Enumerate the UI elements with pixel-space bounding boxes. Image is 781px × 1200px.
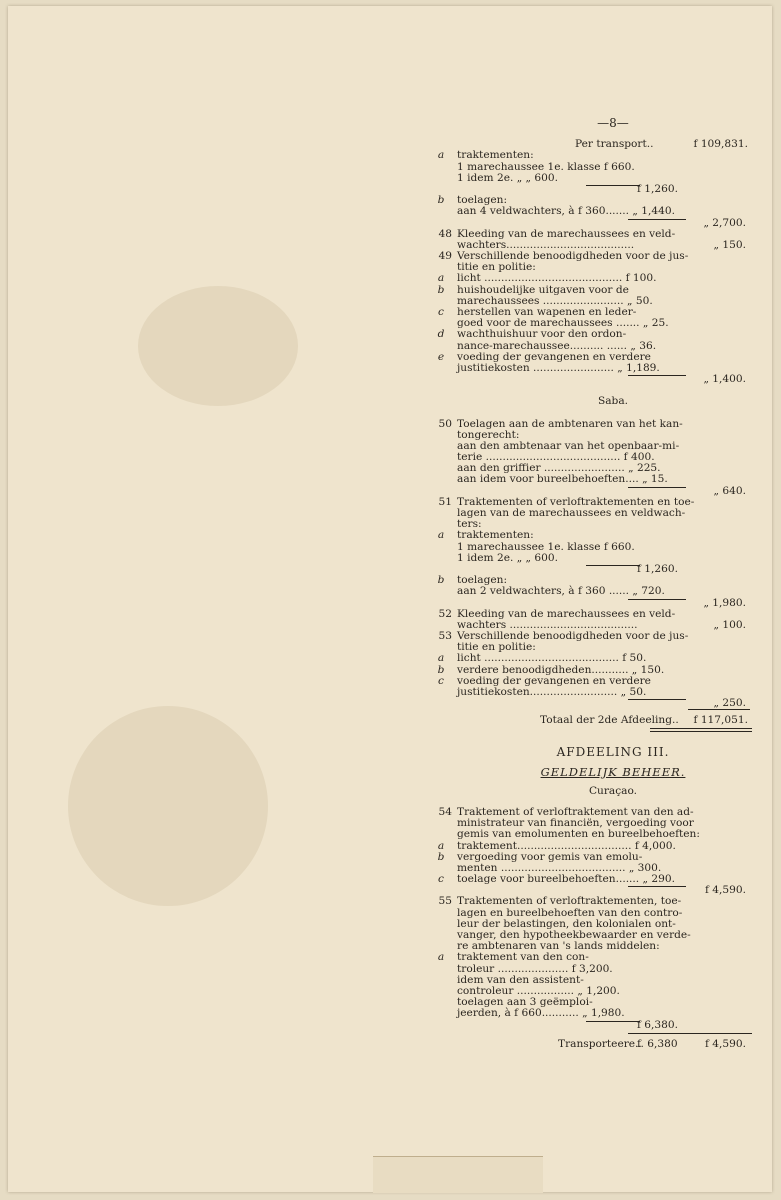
line: 1 idem 2e. „ „ 600.	[457, 171, 559, 184]
line: re ambtenaren van 's lands middelen:	[457, 940, 660, 953]
line: tongerecht:	[457, 428, 520, 441]
subtotal-line: „ 1,400.	[430, 374, 756, 385]
line: c voeding der gevangenen en verdere	[438, 674, 651, 687]
section-curacao: Curaçao.	[588, 784, 638, 797]
line: leur der belastingen, den kolonialen ont-	[457, 917, 676, 930]
line: a traktementen:	[437, 149, 534, 162]
line: e voeding der gevangenen en verdere	[437, 350, 651, 363]
subtotal-line: „ 1,980.	[430, 598, 756, 609]
budget-text	[430, 118, 756, 1053]
line: titie en politie:	[457, 641, 536, 654]
line: a traktement.................................. f 4,000.	[437, 839, 676, 852]
line: a traktementen:	[437, 529, 534, 542]
line: controleur ................. „ 1,200.	[457, 984, 620, 997]
line: 55 Traktementen of verloftraktementen, toe-	[438, 895, 682, 908]
line: aan den griffier ........................ „ 225.	[457, 462, 661, 475]
line: a traktement van den con-	[437, 951, 589, 964]
subtotal-line: f 6,380.	[430, 1020, 756, 1031]
line: 54 Traktement of verloftraktement van den ad-	[438, 805, 694, 818]
subtotal-line: f 1,260.	[430, 564, 756, 575]
line: justitiekosten ........................ „ 1,189.	[457, 361, 660, 374]
line: a licht ......................................... f 100.	[437, 272, 657, 285]
subtotal-line: „ 640.	[430, 486, 756, 497]
line: 52 Kleeding van de marechaussees en veld-	[438, 607, 676, 620]
page-number: —8—	[597, 116, 629, 130]
line: ters:	[457, 518, 482, 531]
line: titie en politie:	[457, 261, 536, 274]
line: b toelagen:	[437, 194, 508, 207]
line: menten ..................................... „ 300.	[457, 861, 662, 874]
paper-stain	[68, 706, 268, 906]
line: troleur ..................... f 3,200.	[457, 962, 613, 975]
paper-stain	[138, 286, 298, 406]
line: wachters ...................................... „ 100.	[457, 618, 746, 631]
line: 1 idem 2e. „ „ 600.	[457, 551, 559, 564]
line: jeerden, à f 660........... „ 1,980.	[457, 1007, 625, 1020]
document-page	[8, 6, 772, 1192]
line: wachters...................................... „ 150.	[457, 238, 746, 251]
line: marechaussees ........................ „ 50.	[457, 294, 653, 307]
line: idem van den assistent-	[457, 973, 584, 986]
line: a licht ........................................ f 50.	[437, 652, 647, 665]
line: justitiekosten.......................... „ 50.	[457, 686, 647, 699]
subtotal-line: „ 2,700.	[430, 218, 756, 229]
line: 49 Verschillende benoodigdheden voor de jus-	[438, 250, 689, 263]
total-row: Totaal der 2de Afdeeling.. f 117,051.	[430, 709, 756, 731]
line: nance-marechaussee.......... ...... „ 36.	[457, 339, 657, 352]
line: aan den ambtenaar van het openbaar-mi-	[457, 439, 680, 452]
subtotal-line: „ 250.	[430, 698, 756, 709]
line: gemis van emolumenten en bureelbehoeften:	[457, 828, 700, 841]
line: b huishoudelijke uitgaven voor de	[437, 283, 629, 296]
transporteere-row: Transporteere.. f. 6,380 f 4,590.	[430, 1031, 756, 1053]
line: aan 4 veldwachters, à f 360....... „ 1,440.	[457, 205, 675, 218]
line: terie ........................................ f 400.	[457, 451, 655, 464]
line: toelagen aan 3 geëmploi-	[457, 996, 593, 1009]
subtotal-line: f 1,260.	[430, 184, 756, 195]
line: lagen van de marechaussees en veldwach-	[457, 507, 686, 520]
line: lagen en bureelbehoeften van den contro-	[457, 906, 683, 919]
line: 51 Traktementen of verloftraktementen en toe-	[438, 495, 695, 508]
section-heading: AFDEELING III.	[556, 745, 670, 760]
line: aan idem voor bureelbehoeften.... „ 15.	[457, 473, 668, 486]
line: 50 Toelagen aan de ambtenaren van het kan-	[438, 417, 683, 430]
line: b vergoeding voor gemis van emolu-	[437, 850, 643, 863]
line: aan 2 veldwachters, à f 360 ...... „ 720.	[457, 585, 665, 598]
section-subheading: GELDELIJK BEHEER.	[540, 764, 686, 779]
line: c toelage voor bureelbehoeften....... „ 290.	[438, 873, 675, 886]
transport-row: Per transport.. f 109,831.	[575, 138, 748, 151]
line: goed voor de marechaussees ....... „ 25.	[457, 317, 669, 330]
torn-edge	[373, 1156, 543, 1193]
line: b toelagen:	[437, 574, 508, 587]
line: ministrateur van financiën, vergoeding voor	[457, 817, 694, 830]
line: 53 Verschillende benoodigdheden voor de jus-	[438, 630, 689, 643]
line: 1 marechaussee 1e. klasse f 660.	[457, 540, 635, 553]
line: 1 marechaussee 1e. klasse f 660.	[457, 160, 635, 173]
line: b verdere benoodigdheden........... „ 150.	[437, 663, 665, 676]
section-saba: Saba.	[597, 395, 629, 408]
line: 48 Kleeding van de marechaussees en veld-	[438, 227, 676, 240]
line: d wachthuishuur voor den ordon-	[437, 328, 627, 341]
line: c herstellen van wapenen en leder-	[438, 306, 637, 319]
subtotal-line: f 4,590.	[430, 885, 756, 896]
line: vanger, den hypotheekbewaarder en verde-	[457, 929, 691, 942]
